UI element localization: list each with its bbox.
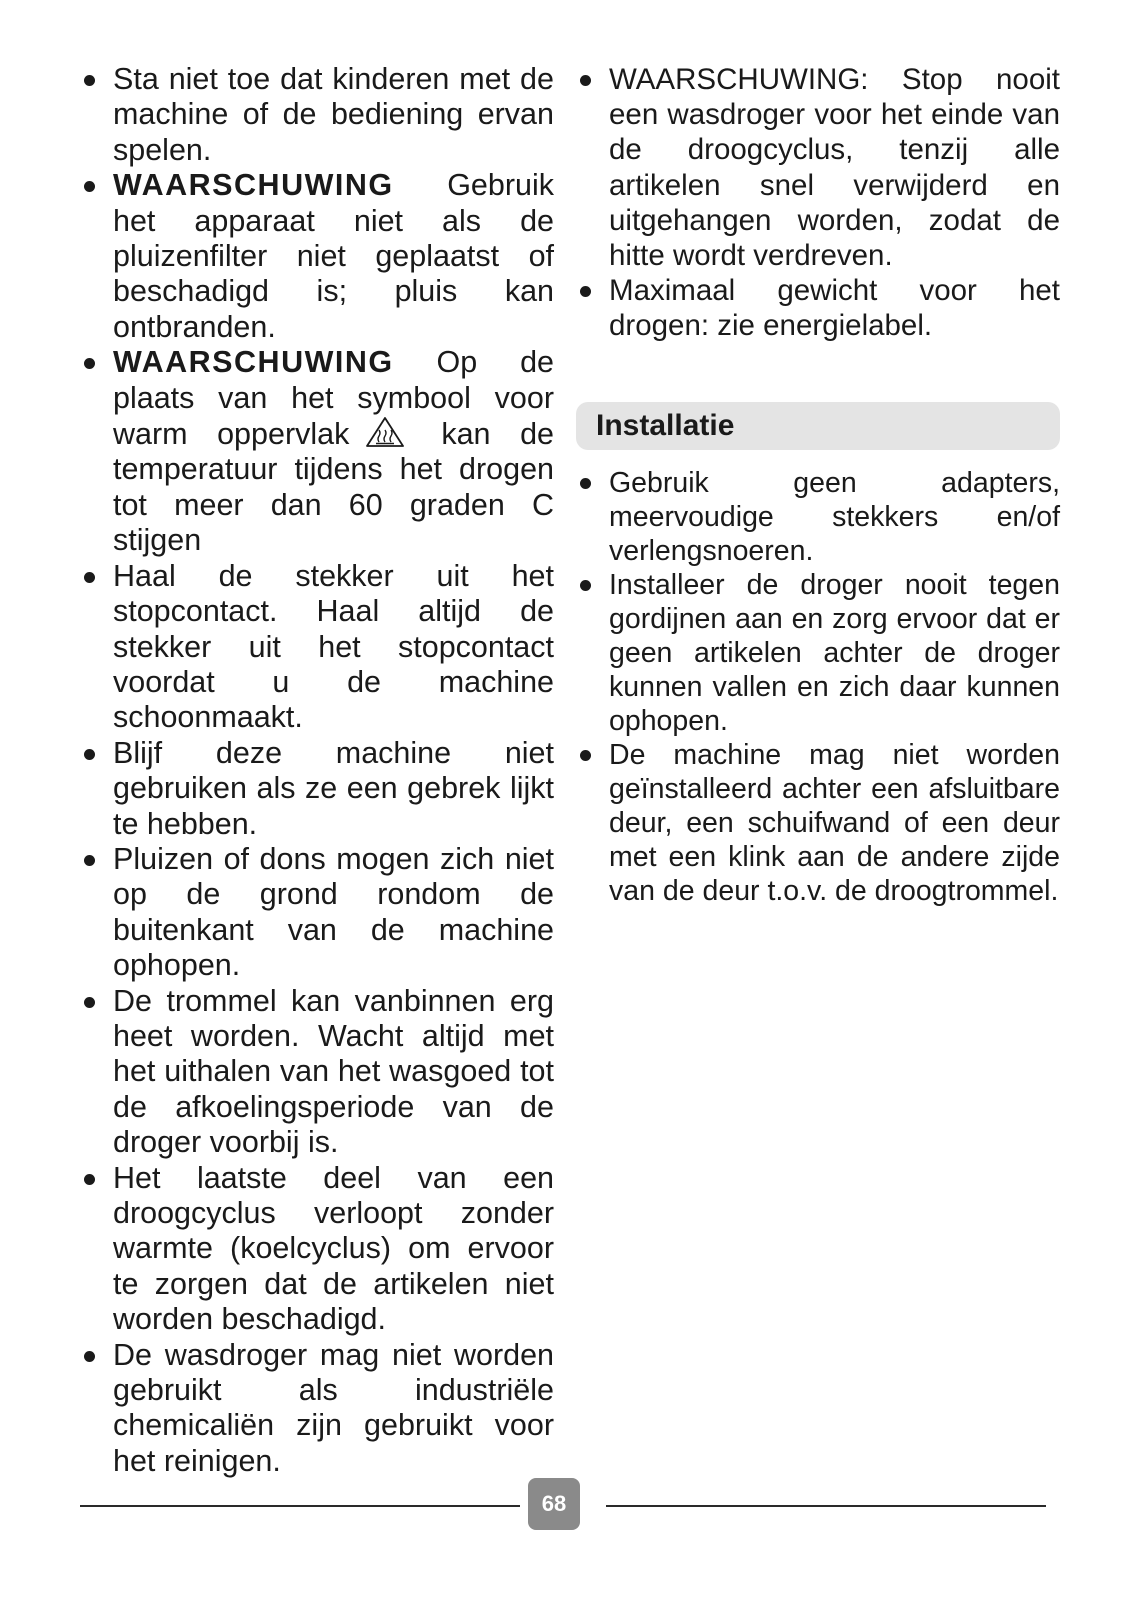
item-text: Pluizen of dons mogen zich niet op de grond rondom de buitenkant van de machine ophopen. [113,841,554,983]
list-item [576,568,1060,738]
item-text: Op de plaats van het symbool voor warm oppervlak [113,345,554,452]
item-text: Het laatste deel van een droogcyclus verloopt zonder warmte (koelcyclus) om ervoor te zorgen dat de artikelen niet worden beschadigd. [113,1160,554,1337]
list-item [80,168,554,345]
item-text: De machine mag niet worden geïnstalleerd achter een afsluitbare deur, een schuifwand of een deur met een klink aan de andere zijde van de deur t.o.v. de droogtrommel. [609,738,1060,907]
item-text: Haal de stekker uit het stopcontact. Haal altijd de stekker uit het stopcontact voordat u de machine schoonmaakt. [113,558,554,735]
warning-label: WAARSCHUWING [113,168,394,203]
page-number: 68 [528,1478,580,1530]
list-item [80,559,554,736]
section-header-installatie [576,402,1060,450]
item-text: Gebruik het apparaat niet als de pluizenfilter niet geplaatst of beschadigd is; pluis kan ontbranden. [113,168,554,344]
list-item [576,738,1060,908]
item-text: Sta niet toe dat kinderen met de machine of de bediening ervan spelen. [113,62,554,167]
list-item [80,1161,554,1338]
list-item [576,62,1060,273]
safety-list [80,62,554,1479]
installation-list [576,466,1060,908]
list-item [80,345,554,558]
item-text: De wasdroger mag niet worden gebruikt als industriële chemicaliën zijn gebruikt voor het reinigen. [113,1337,554,1478]
section-title: Installatie [596,408,735,442]
right-column [576,62,1060,908]
list-item [80,984,554,1161]
list-item [80,736,554,842]
item-text: De trommel kan vanbinnen erg heet worden. Wacht altijd met het uithalen van het wasgoed tot de afkoelingsperiode van de droger voorbij is. [113,983,554,1160]
item-text: Maximaal gewicht voor het drogen: zie energielabel. [609,274,1060,343]
item-text: Gebruik geen adapters, meervoudige stekkers en/of verlengsnoeren. [609,466,1060,567]
list-item [576,273,1060,343]
item-text: Blijf deze machine niet gebruiken als ze een gebrek lijkt te hebben. [113,735,554,841]
list-item [80,62,554,168]
warning-list [576,62,1060,344]
footer-rule-right [606,1505,1046,1507]
hot-surface-warning-icon [365,416,405,448]
item-text: WAARSCHUWING: Stop nooit een wasdroger voor het einde van de droogcyclus, tenzij alle artikelen snel verwijderd en uitgehangen worden, zodat de hitte wordt verdreven. [609,63,1060,273]
item-text: kan de temperatuur tijdens het drogen tot meer dan 60 graden C stijgen [113,417,554,558]
page-footer [80,1478,1046,1534]
warning-label: WAARSCHUWING [113,345,394,380]
item-text: Installeer de droger nooit tegen gordijnen aan en zorg ervoor dat er geen artikelen achter de droger kunnen vallen en zich daar kunnen ophopen. [609,568,1060,737]
list-item [80,842,554,984]
left-column [80,62,554,1479]
list-item [80,1338,554,1480]
list-item [576,466,1060,568]
footer-rule-left [80,1505,520,1507]
